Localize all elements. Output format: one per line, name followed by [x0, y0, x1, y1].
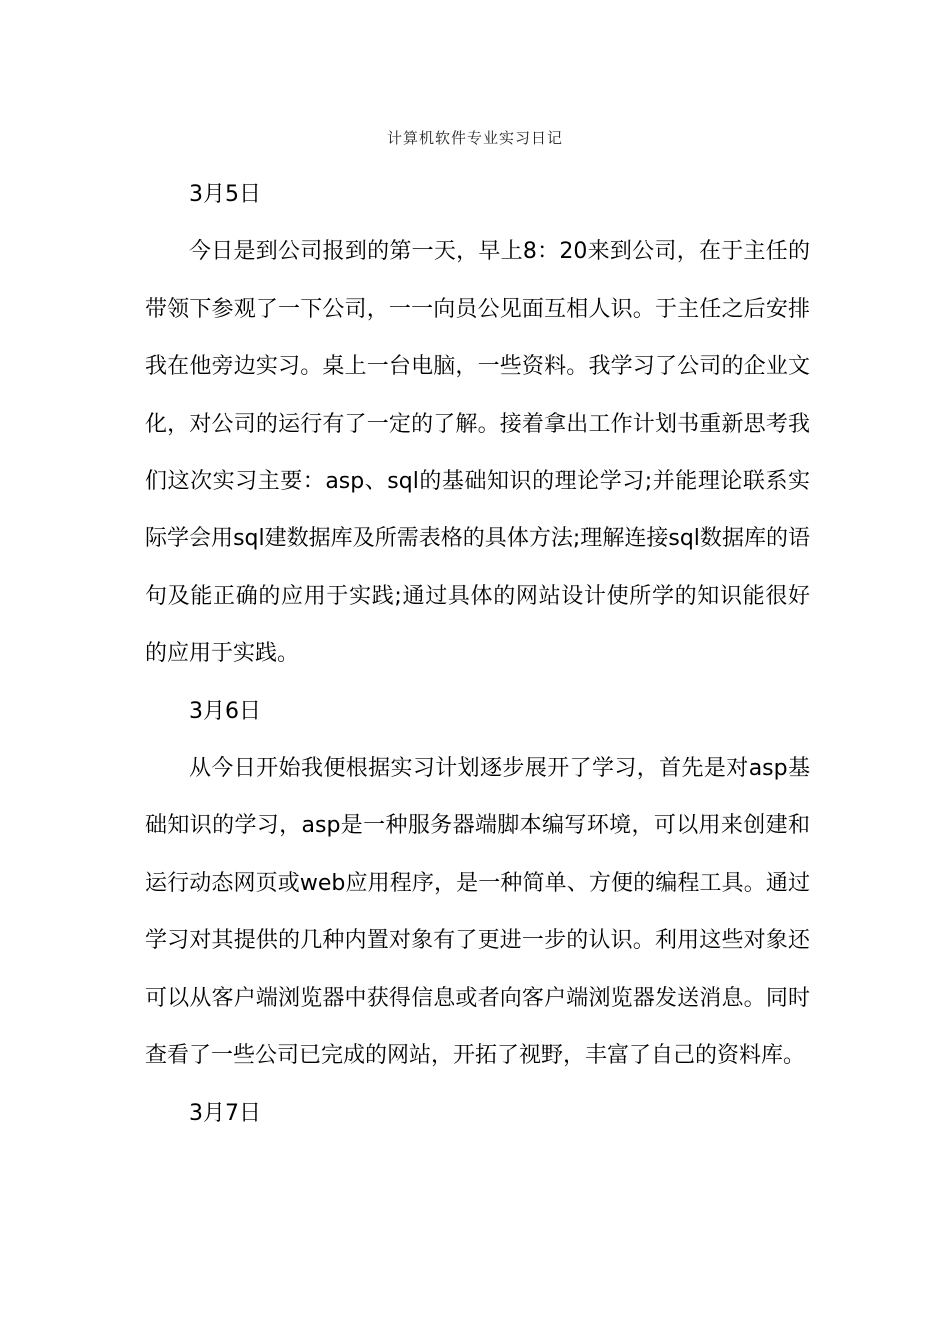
entry-date-1: 3月5日 [189, 182, 261, 207]
entry-paragraph-1: 今日是到公司报到的第一天，早上8：20来到公司，在于主任的带领下参观了一下公司，一一向员公见面互相人识。于主任之后安排我在他旁边实习。桌上一台电脑，一些资料。我学习了公司的企业文化，对公司的运行有了一定的了解。接着拿出工作计划书重新思考我们这次实习主要：asp、sql的基础知识的理论学习;并能理论联系实际学会用sql建数据库及所需表格的具体方法;理解连接sql数据库的语句及能正确的应用于实践;通过具体的网站设计使所学的知识能很好的应用于实践。 [145, 239, 810, 667]
document-title: 计算机软件专业实习日记 [386, 129, 563, 147]
entry-date-2: 3月6日 [189, 698, 261, 724]
entry-date-3: 3月7日 [189, 1100, 261, 1126]
entry-paragraph-2: 从今日开始我便根据实习计划逐步展开了学习，首先是对asp基础知识的学习，asp是一种服务器端脚本编写环境，可以用来创建和运行动态网页或web应用程序，是一种简单、方便的编程工具。通过学习对其提供的几种内置对象有了更进一步的认识。利用这些对象还可以从客户端浏览器中获得信息或者向客户端浏览器发送消息。同时查看了一些公司已完成的网站，开拓了视野，丰富了自己的资料库。 [145, 756, 810, 1069]
document-body [145, 166, 810, 1142]
